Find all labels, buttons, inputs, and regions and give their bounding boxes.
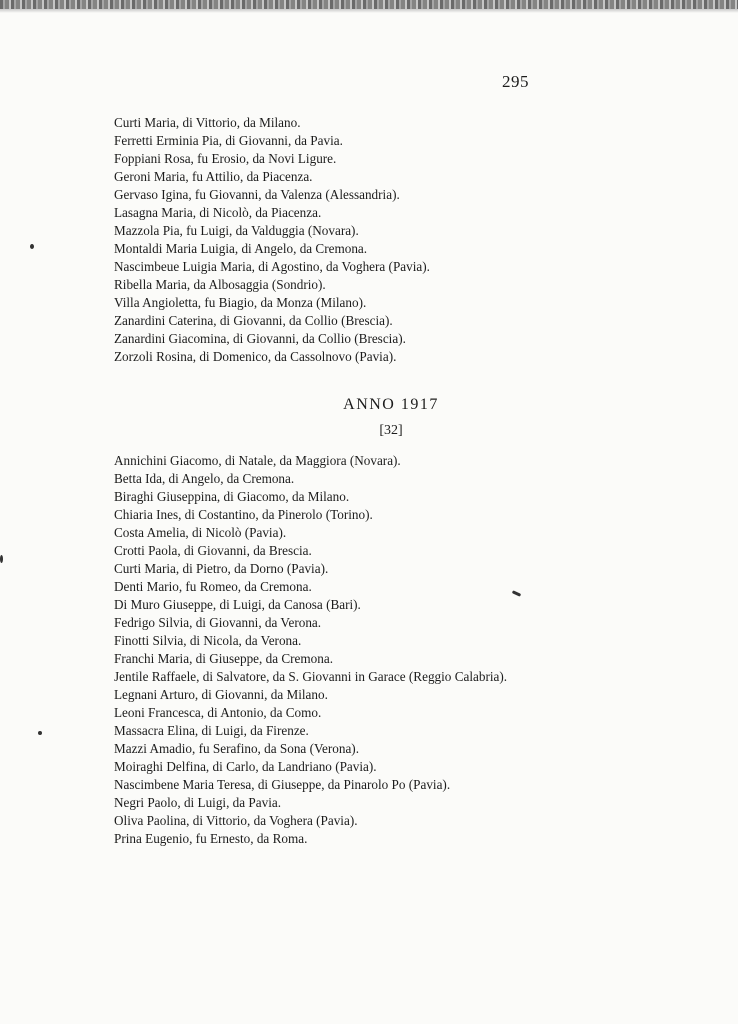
- entries-list-1917: [114, 452, 554, 848]
- entry: Annichini Giacomo, di Natale, da Maggiora (Novara).: [114, 453, 401, 468]
- entry: Franchi Maria, di Giuseppe, da Cremona.: [114, 651, 333, 666]
- entry: Crotti Paola, di Giovanni, da Brescia.: [114, 543, 312, 558]
- entry: Villa Angioletta, fu Biagio, da Monza (Milano).: [114, 295, 367, 310]
- entry: Zorzoli Rosina, di Domenico, da Cassolnovo (Pavia).: [114, 349, 397, 364]
- entry: Negri Paolo, di Luigi, da Pavia.: [114, 795, 282, 810]
- scan-speck: [38, 731, 42, 735]
- entry: Massacra Elina, di Luigi, da Firenze.: [114, 723, 309, 738]
- entry: Biraghi Giuseppina, di Giacomo, da Milano.: [114, 489, 350, 504]
- year-heading: ANNO 1917: [343, 396, 439, 413]
- entry: Denti Mario, fu Romeo, da Cremona.: [114, 579, 312, 594]
- entry: Ferretti Erminia Pia, di Giovanni, da Pavia.: [114, 133, 343, 148]
- entry: Finotti Silvia, di Nicola, da Verona.: [114, 633, 302, 648]
- entry: Jentile Raffaele, di Salvatore, da S. Giovanni in Garace (Reggio Calabria).: [114, 669, 508, 684]
- entry-count: [32]: [379, 423, 403, 438]
- entry: Leoni Francesca, di Antonio, da Como.: [114, 705, 322, 720]
- entry: Foppiani Rosa, fu Erosio, da Novi Ligure.: [114, 151, 337, 166]
- page-number: 295: [502, 72, 529, 91]
- entry: Curti Maria, di Pietro, da Dorno (Pavia).: [114, 561, 329, 576]
- entry: Lasagna Maria, di Nicolò, da Piacenza.: [114, 205, 322, 220]
- scan-speck: [30, 244, 34, 249]
- entry: Legnani Arturo, di Giovanni, da Milano.: [114, 687, 328, 702]
- entry: Mazzi Amadio, fu Serafino, da Sona (Verona).: [114, 741, 359, 756]
- entry: Chiaria Ines, di Costantino, da Pinerolo (Torino).: [114, 507, 373, 522]
- entry: Nascimbeue Luigia Maria, di Agostino, da Voghera (Pavia).: [114, 259, 430, 274]
- entry: Curti Maria, di Vittorio, da Milano.: [114, 115, 301, 130]
- entry: Ribella Maria, da Albosaggia (Sondrio).: [114, 277, 326, 292]
- entry: Moiraghi Delfina, di Carlo, da Landriano (Pavia).: [114, 759, 377, 774]
- entry: Costa Amelia, di Nicolò (Pavia).: [114, 525, 287, 540]
- entries-list-1916: [114, 114, 554, 366]
- scan-top-shadow: [0, 9, 738, 13]
- entry: Mazzola Pia, fu Luigi, da Valduggia (Novara).: [114, 223, 359, 238]
- entry: Fedrigo Silvia, di Giovanni, da Verona.: [114, 615, 322, 630]
- entry: Prina Eugenio, fu Ernesto, da Roma.: [114, 831, 308, 846]
- scan-speck: [0, 555, 3, 563]
- entry: Zanardini Caterina, di Giovanni, da Collio (Brescia).: [114, 313, 393, 328]
- entry: Zanardini Giacomina, di Giovanni, da Collio (Brescia).: [114, 331, 406, 346]
- entry: Nascimbene Maria Teresa, di Giuseppe, da Pinarolo Po (Pavia).: [114, 777, 451, 792]
- scan-top-edge: [0, 0, 738, 9]
- entry: Di Muro Giuseppe, di Luigi, da Canosa (Bari).: [114, 597, 361, 612]
- entry: Geroni Maria, fu Attilio, da Piacenza.: [114, 169, 313, 184]
- entry: Gervaso Igina, fu Giovanni, da Valenza (Alessandria).: [114, 187, 400, 202]
- entry: Betta Ida, di Angelo, da Cremona.: [114, 471, 295, 486]
- entry: Montaldi Maria Luigia, di Angelo, da Cremona.: [114, 241, 368, 256]
- entry: Oliva Paolina, di Vittorio, da Voghera (Pavia).: [114, 813, 358, 828]
